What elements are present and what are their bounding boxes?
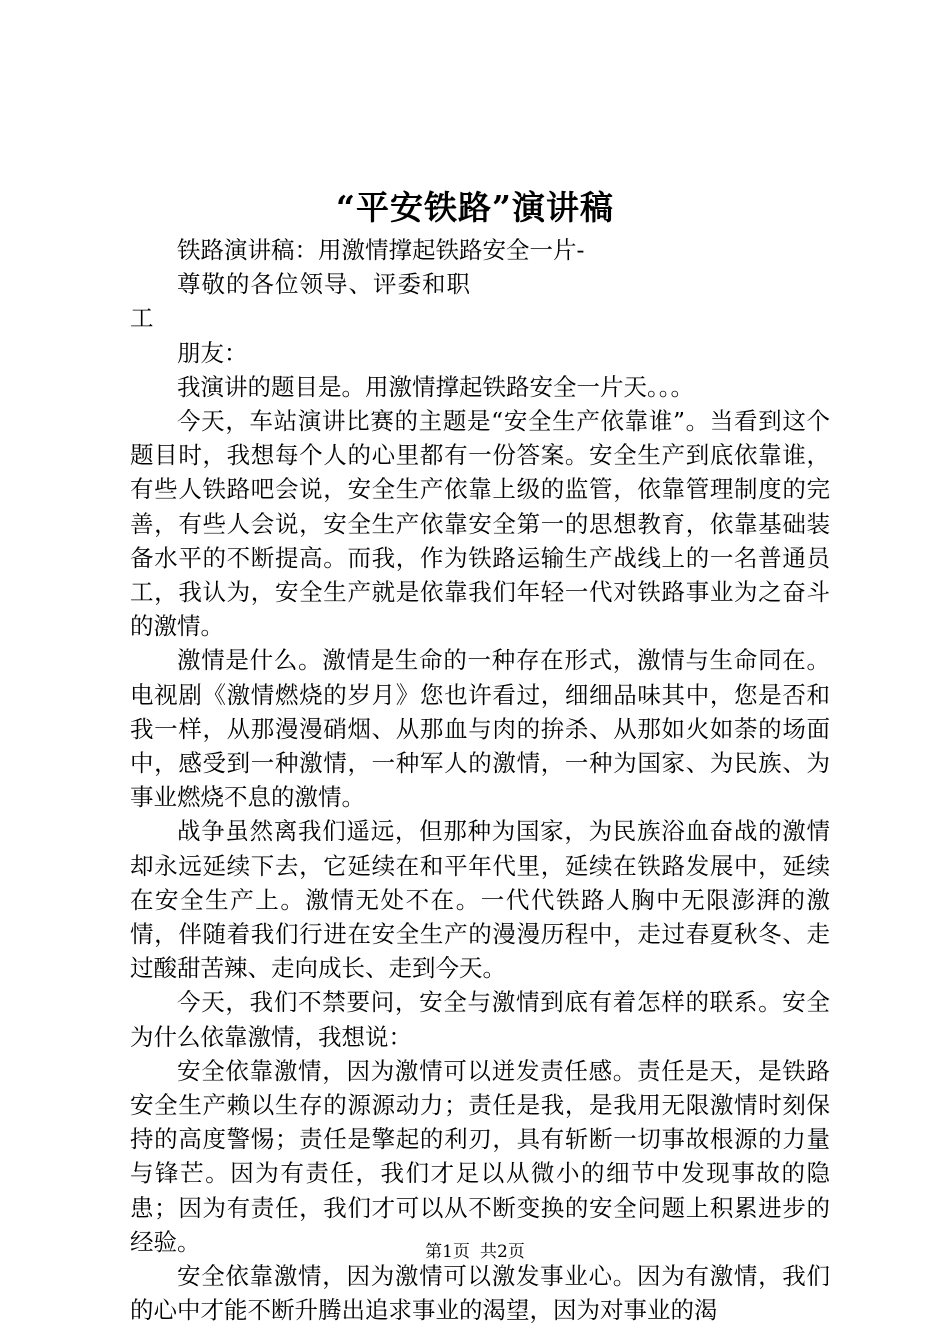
paragraph: 朋友： [177,338,248,367]
paragraph: 今天，我们不禁要问，安全与激情到底有着怎样的联系。安全为什么依靠激情，我想说： [130,988,830,1051]
paragraph: 我演讲的题目是。用激情撑起铁路安全一片天。。。 [177,372,694,401]
paragraph: 战争虽然离我们遥远，但那种为国家，为民族浴血奋战的激情却永远延续下去，它延续在和平年代里，延续在铁路发展中，延续在安全生产上。激情无处不在。一代代铁路人胸中无限澎湃的激情，伴随着我们行进在安全生产的漫漫历程中，走过春夏秋冬、走过酸甜苦辣、走向成长、走到今天。 [130,817,830,983]
page-number-current: 第1页 [425,1242,470,1262]
paragraph: 安全依靠激情，因为激情可以迸发责任感。责任是天，是铁路安全生产赖以生存的源源动力；责任是我，是我用无限激情时刻保持的高度警惕；责任是擎起的利刃，具有斩断一切事故根源的力量与锋芒。因为有责任，我们才足以从微小的细节中发现事故的隐患；因为有责任，我们才可以从不断变换的安全问题上积累进步的经验。 [130,1056,830,1256]
page-footer [0,1240,950,1264]
document-title: “平安铁路”演讲稿 [336,188,614,227]
paragraph: 今天，车站演讲比赛的主题是“安全生产依靠谁”。当看到这个题目时，我想每个人的心里都有一份答案。安全生产到底依靠谁，有些人铁路吧会说，安全生产依靠上级的监管，依靠管理制度的完善，有些人会说，安全生产依靠安全第一的思想教育，依靠基础装备水平的不断提高。而我，作为铁路运输生产战线上的一名普通员工，我认为，安全生产就是依靠我们年轻一代对铁路事业为之奋斗的激情。 [130,407,830,641]
paragraph: 尊敬的各位领导、评委和职工 [130,270,470,333]
page-number-total: 共2页 [480,1242,525,1262]
paragraph: 铁路演讲稿：用激情撑起铁路安全一片- [177,236,585,264]
paragraph: 激情是什么。激情是生命的一种存在形式，激情与生命同在。电视剧《激情燃烧的岁月》您也许看过，细细品味其中，您是否和我一样，从那漫漫硝烟、从那血与肉的拚杀、从那如火如荼的场面中，感受到一种激情，一种军人的激情，一种为国家、为民族、为事业燃烧不息的激情。 [130,646,830,812]
paragraph: 安全依靠激情，因为激情可以激发事业心。因为有激情，我们的心中才能不断升腾出追求事业的渴望，因为对事业的渴 [130,1262,830,1325]
document-body [130,233,830,1328]
